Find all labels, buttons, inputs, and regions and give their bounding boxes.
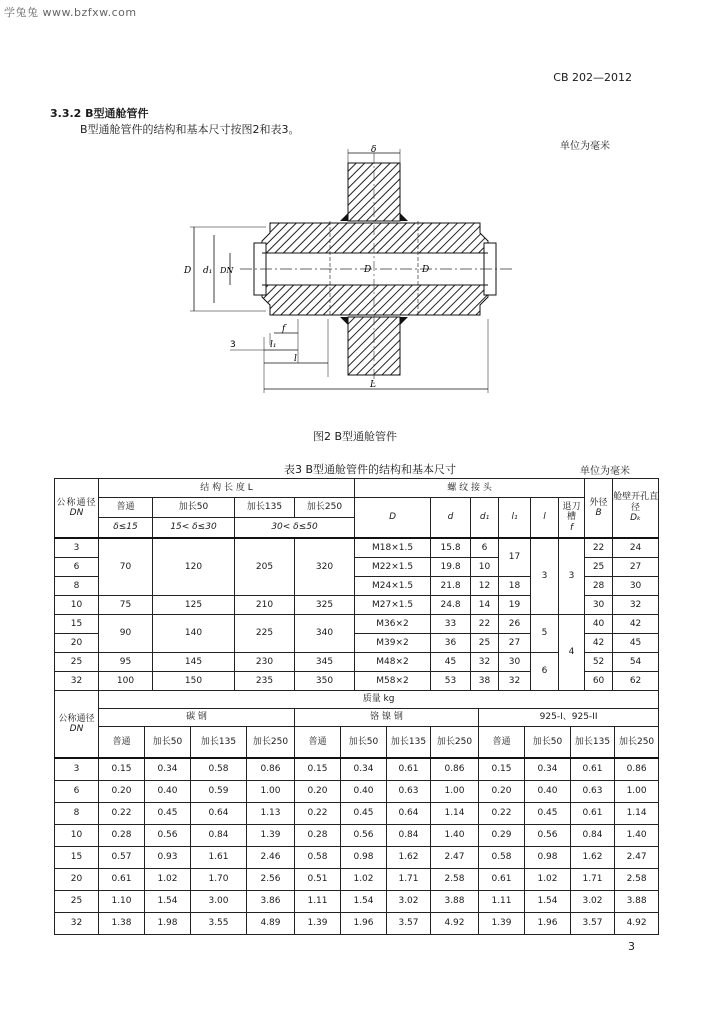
header-d: d — [431, 498, 471, 539]
header-D: D — [355, 498, 431, 539]
label-l: l — [294, 354, 297, 364]
table-row: 25 1.10 1.54 3.00 3.86 1.11 1.54 3.02 3.88 1.11 1.54 3.02 3.88 — [55, 891, 659, 913]
label-D: D — [184, 266, 192, 276]
table-row: 8 M24×1.5 21.8 12 18 28 30 — [55, 577, 659, 596]
table-row: 20 M39×2 36 25 27 42 45 — [55, 634, 659, 653]
label-d1: d₁ — [203, 266, 213, 276]
header-range-50: 15< δ≤30 — [153, 518, 235, 539]
page-number: 3 — [628, 940, 635, 953]
table-row: 32 100 150 235 350 M58×2 53 38 32 60 62 — [55, 672, 659, 691]
table-row: 25 95 145 230 345 M48×2 45 32 30 6 52 54 — [55, 653, 659, 672]
table-row: 32 1.38 1.98 3.55 4.89 1.39 1.96 3.57 4.92 1.39 1.96 3.57 4.92 — [55, 913, 659, 935]
mass-header-carbon: 碳 钢 — [99, 709, 295, 727]
label-L: L — [370, 380, 376, 390]
weld-fillet — [400, 213, 408, 221]
table-3 — [54, 478, 658, 935]
label-3: 3 — [230, 340, 236, 350]
label-DN: DN — [220, 266, 234, 275]
mass-header: 质量 kg — [99, 691, 659, 709]
header-range-common: δ≤15 — [99, 518, 153, 539]
mass-table: 公称通径 DN 质量 kg 碳 钢 铬 镍 钢 925-I、925-II 普通 加长50 加长135 加长250 普通 加长50 加长135 加长250 普通 加长50 加长135 加长250 3 0.15 0.34 0.58 0.86 0.15 0.34 0.61 0.86 0.15 0.34 0.61 0.86 6 0.20 0.40 0.59 1.00 0.20 0.40 0.63 1.00 0.20 0.40 0.63 1.00 8 0.22 0.45 0.64 1.13 0.22 0.45 0.64 1.14 0.22 0.45 0.61 1.14 10 0.28 0.56 0.84 1.39 0.28 0.56 0.84 1.40 0.29 0.56 0.84 1.40 15 0.57 0.93 1.61 2.46 0.58 0.98 1.62 2.47 0.58 0.98 1.62 2.47 20 0.61 1.02 1.70 2.56 0.51 1.02 1.71 2.58 0.61 1.02 1.71 2.58 25 1.10 1.54 3.00 3.86 1.11 1.54 3.02 3.88 1.11 1.54 3.02 3.88 32 1.38 1.98 3.55 4.89 1.39 1.96 3.57 4.92 1.39 1.96 3.57 4.92 — [54, 690, 659, 935]
header-l1: l₁ — [499, 498, 531, 539]
weld-fillet — [400, 317, 408, 325]
figure-caption: 图2 B型通舱管件 — [312, 430, 398, 443]
header-common: 普通 — [99, 498, 153, 518]
table-row: 15 90 140 225 340 M36×2 33 22 26 5 4 40 42 — [55, 615, 659, 634]
label-D-right: D — [422, 265, 430, 275]
table-row: 3 0.15 0.34 0.58 0.86 0.15 0.34 0.61 0.86 0.15 0.34 0.61 0.86 — [55, 758, 659, 781]
weld-fillet — [340, 213, 348, 221]
header-hole: 舱壁开孔直径 Dₖ — [613, 479, 659, 539]
header-outer: 外径 B — [585, 479, 613, 539]
table-row: 6 0.20 0.40 0.59 1.00 0.20 0.40 0.63 1.00 0.20 0.40 0.63 1.00 — [55, 781, 659, 803]
label-D-inner: D — [364, 265, 372, 275]
pipe-body-lower — [262, 285, 488, 315]
header-ext250: 加长250 — [295, 498, 355, 518]
header-ext50: 加长50 — [153, 498, 235, 518]
label-l1-small: l₁ — [270, 340, 277, 350]
header-length-group: 结 构 长 度 L — [99, 479, 355, 498]
table-row: 10 75 125 210 325 M27×1.5 24.8 14 19 30 32 — [55, 596, 659, 615]
header-d1: d₁ — [471, 498, 499, 539]
section-body: B型通舱管件的结构和基本尺寸按图2和表3。 — [80, 123, 300, 136]
table-row: 6 M22×1.5 19.8 10 25 27 — [55, 558, 659, 577]
mass-header-bronze: 925-I、925-II — [479, 709, 659, 727]
header-nominal: 公称通径 DN — [55, 479, 99, 539]
document-number: CB 202—2012 — [553, 71, 632, 84]
watermark: 学兔兔 www.bzfxw.com — [4, 6, 137, 19]
unit-note: 单位为毫米 — [560, 141, 610, 152]
table-unit-note: 单位为毫米 — [580, 466, 630, 477]
figure-2-drawing — [170, 145, 530, 405]
header-l: l — [531, 498, 559, 539]
weld-fillet — [340, 317, 348, 325]
header-ext135: 加长135 — [235, 498, 295, 518]
pipe-body-upper — [262, 223, 488, 253]
section-title: 3.3.2 B型通舱管件 — [50, 107, 149, 120]
table-row: 20 0.61 1.02 1.70 2.56 0.51 1.02 1.71 2.58 0.61 1.02 1.71 2.58 — [55, 869, 659, 891]
table-caption: 表3 B型通舱管件的结构和基本尺寸 — [283, 463, 457, 476]
table-row: 8 0.22 0.45 0.64 1.13 0.22 0.45 0.64 1.14 0.22 0.45 0.61 1.14 — [55, 803, 659, 825]
mass-header-chrome: 铬 镍 钢 — [295, 709, 479, 727]
header-groove: 退刀槽 f — [559, 498, 585, 539]
table-row: 3 70 120 205 320 M18×1.5 15.8 6 17 3 3 22 24 — [55, 538, 659, 558]
label-f: f — [282, 324, 286, 334]
header-thread-group: 螺 纹 接 头 — [355, 479, 585, 498]
label-delta: δ — [371, 145, 377, 155]
header-range-135-250: 30< δ≤50 — [235, 518, 355, 539]
mass-header-nominal: 公称通径 DN — [55, 691, 99, 759]
table-row: 15 0.57 0.93 1.61 2.46 0.58 0.98 1.62 2.47 0.58 0.98 1.62 2.47 — [55, 847, 659, 869]
table-row: 10 0.28 0.56 0.84 1.39 0.28 0.56 0.84 1.40 0.29 0.56 0.84 1.40 — [55, 825, 659, 847]
dimension-table — [54, 478, 659, 691]
